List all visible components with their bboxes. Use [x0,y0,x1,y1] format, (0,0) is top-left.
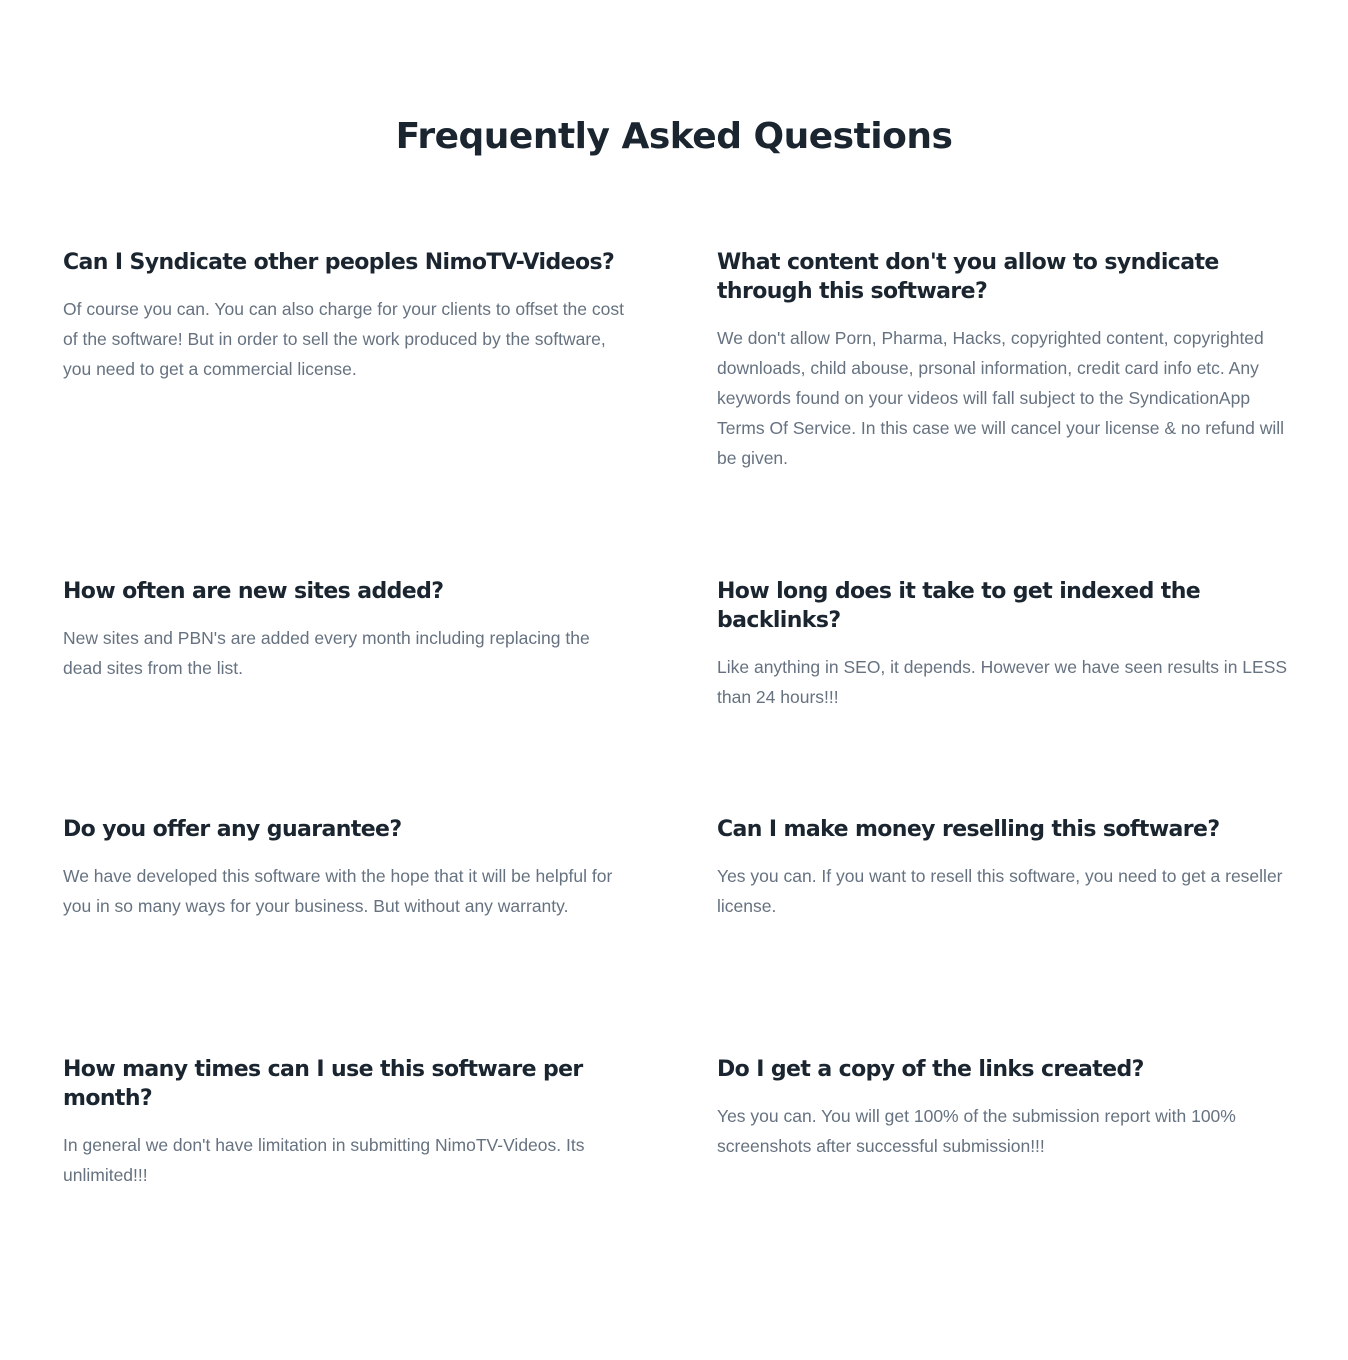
faq-question: How long does it take to get indexed the backlinks? [717,579,1201,633]
faq-question: Do I get a copy of the links created? [717,1057,1144,1082]
faq-question: Can I Syndicate other peoples NimoTV-Videos? [63,250,615,275]
faq-answer: We have developed this software with the hope that it will be helpful for you in so many ways for your business. But without any warranty. [63,866,613,916]
faq-item [717,815,1292,921]
faq-question: How often are new sites added? [63,579,444,604]
faq-answer: Of course you can. You can also charge for your clients to offset the cost of the software! But in order to sell the work produced by the software, you need to get a commercial license. [63,299,624,379]
faq-item [717,248,1292,473]
faq-question: Can I make money reselling this software? [717,817,1220,842]
page-title: Frequently Asked Questions [395,116,953,157]
faq-answer: We don't allow Porn, Pharma, Hacks, copyrighted content, copyrighted downloads, child abouse, prsonal information, credit card info etc. Any keywords found on your videos will fall subject to the SyndicationApp Terms Of Service. In this case we will cancel your license & no refund will be given. [717,328,1285,468]
faq-item [717,577,1292,712]
faq-question: Do you offer any guarantee? [63,817,402,842]
faq-item [63,577,633,683]
faq-answer: Like anything in SEO, it depends. However we have seen results in LESS than 24 hours!!! [717,657,1288,707]
faq-item [717,1055,1292,1161]
faq-answer: New sites and PBN's are added every month including replacing the dead sites from the list. [63,628,590,678]
faq-item [63,248,633,384]
faq-item [63,1055,633,1190]
faq-answer: Yes you can. You will get 100% of the submission report with 100% screenshots after successful submission!!! [717,1106,1236,1156]
faq-answer: In general we don't have limitation in submitting NimoTV-Videos. Its unlimited!!! [63,1135,585,1185]
faq-question: How many times can I use this software per month? [63,1057,583,1111]
faq-question: What content don't you allow to syndicate through this software? [717,250,1219,304]
faq-answer: Yes you can. If you want to resell this software, you need to get a reseller license. [717,866,1283,916]
faq-item [63,815,633,921]
